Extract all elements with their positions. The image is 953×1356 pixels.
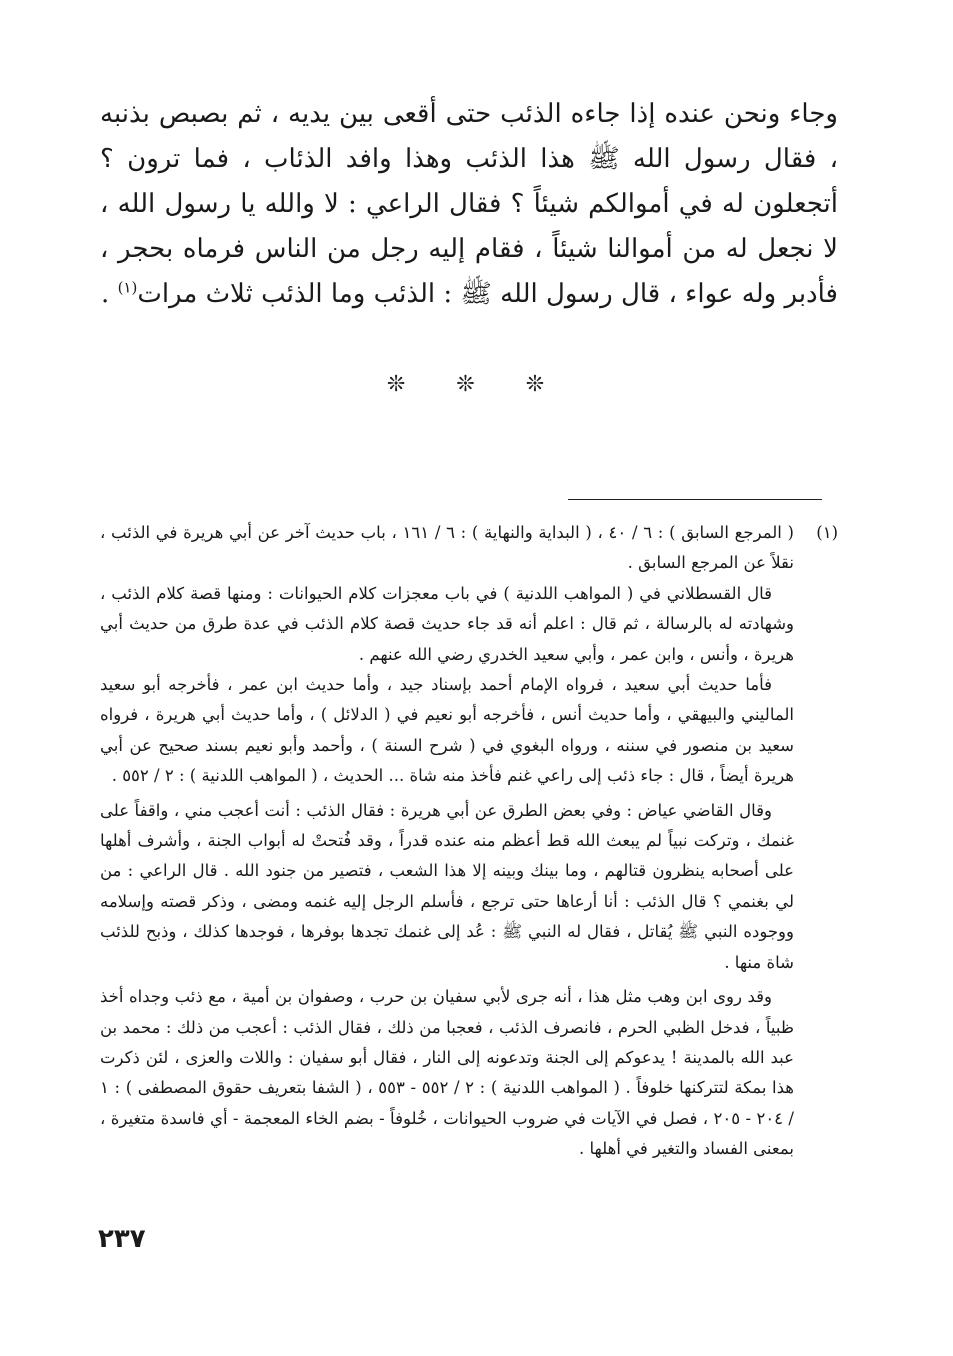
footnote-paragraph: فأما حديث أبي سعيد ، فرواه الإمام أحمد بإسناد جيد ، وأما حديث ابن عمر ، فأخرجه أبو سعيد الماليني والبيهقي ، وأما حديث أنس ، فأخرجه أبو نعيم في ( الدلائل ) ، وأما حديث أبي هريرة ، فرواه سعيد بن منصور في سننه ، ورواه البغوي في ( شرح السنة ) ، وأحمد وأبو نعيم بسند صحيح عن أبي هريرة أيضاً ، قال : جاء ذئب إلى راعي غنم فأخذ منه شاة ... الحديث ، ( المواهب اللدنية ) : ٢ / ٥٥٢ . — [100, 675, 794, 786]
main-paragraph-text: وجاء ونحن عنده إذا جاءه الذئب حتى أقعى بين يديه ، ثم بصبص بذنبه ، فقال رسول الله ﷺ هذا الذئب وهذا وافد الذئاب ، فما ترون ؟ أتجعلون له في أموالكم شيئاً ؟ فقال الراعي : لا والله يا رسول الله ، لا نجعل له من أموالنا شيئاً ، فقام إليه رجل من الناس فرماه بحجر ، فأدبر وله عواء ، قال رسول الله ﷺ : الذئب وما الذئب ثلاث مرات — [100, 99, 838, 309]
main-paragraph — [100, 92, 838, 317]
footnote-marker: (١) — [816, 523, 838, 542]
footnote-paragraph: قال القسطلاني في ( المواهب اللدنية ) في باب معجزات كلام الحيوانات : ومنها قصة كلام الذئب ، وشهادته له بالرسالة ، ثم قال : اعلم أنه قد جاء حديث قصة كلام الذئب في عدة طرق من حديث أبي هريرة ، وأنس ، وابن عمر ، وأبي سعيد الخدري رضي الله عنهم . — [100, 583, 794, 664]
footnote-paragraph: وقال القاضي عياض : وفي بعض الطرق عن أبي هريرة : فقال الذئب : أنت أعجب مني ، واقفاً على غنمك ، وتركت نبياً لم يبعث الله قط أعظم منه عنده قدراً ، وقد فُتحتْ له أبواب الجنة ، وأشرف أهلها على أصحابه ينظرون قتالهم ، وما بينك وبينه إلا هذا الشعب ، فتصير من جنود الله . قال الراعي : من لي بغنمي ؟ قال الذئب : أنا أرعاها حتى ترجع ، فأسلم الرجل إليه غنمه ومضى ، وذكر قصته وإسلامه ووجوده النبي ﷺ يُقاتل ، فقال له النبي ﷺ : عُد إلى غنمك تجدها بوفرها ، فوجدها كذلك ، وذبح للذئب شاة منها . — [100, 800, 794, 972]
footnote-paragraph: ( المرجع السابق ) : ٦ / ٤٠ ، ( البداية والنهاية ) : ٦ / ١٦١ ، باب حديث آخر عن أبي هريرة في الذئب ، نقلاً عن المرجع السابق . — [100, 523, 794, 573]
main-text-block — [100, 92, 838, 317]
footnote-reference: (١) — [117, 278, 138, 297]
footnote-body — [100, 518, 794, 1165]
page-number: ٢٣٧ — [98, 1224, 146, 1254]
footnote-paragraph: وقد روى ابن وهب مثل هذا ، أنه جرى لأبي سفيان بن حرب ، وصفوان بن أمية ، مع ذئب وجداه أخذ ظبياً ، فدخل الظبي الحرم ، فانصرف الذئب ، فعجبا من ذلك ، فقال الذئب : أعجب من ذلك : محمد بن عبد الله بالمدينة ! يدعوكم إلى الجنة وتدعونه إلى النار ، فقال أبو سفيان : واللات والعزى ، لئن ذكرت هذا بمكة لتتركنها خلوفاً . ( المواهب اللدنية ) : ٢ / ٥٥٢ - ٥٥٣ ، ( الشفا بتعريف حقوق المصطفى ) : ١ / ٢٠٤ - ٢٠٥ ، فصل في الآيات في ضروب الحيوانات ، خُلوفاً - بضم الخاء المعجمة - أي فاسدة متغيرة ، بمعنى الفساد والتغير في أهلها . — [100, 987, 794, 1159]
section-separator: ❊ ❊ ❊ — [386, 372, 567, 397]
footnotes-section — [100, 518, 838, 1165]
footnote-divider — [568, 499, 822, 500]
main-paragraph-ending: . — [101, 279, 118, 309]
footnote-entry — [100, 518, 838, 1165]
